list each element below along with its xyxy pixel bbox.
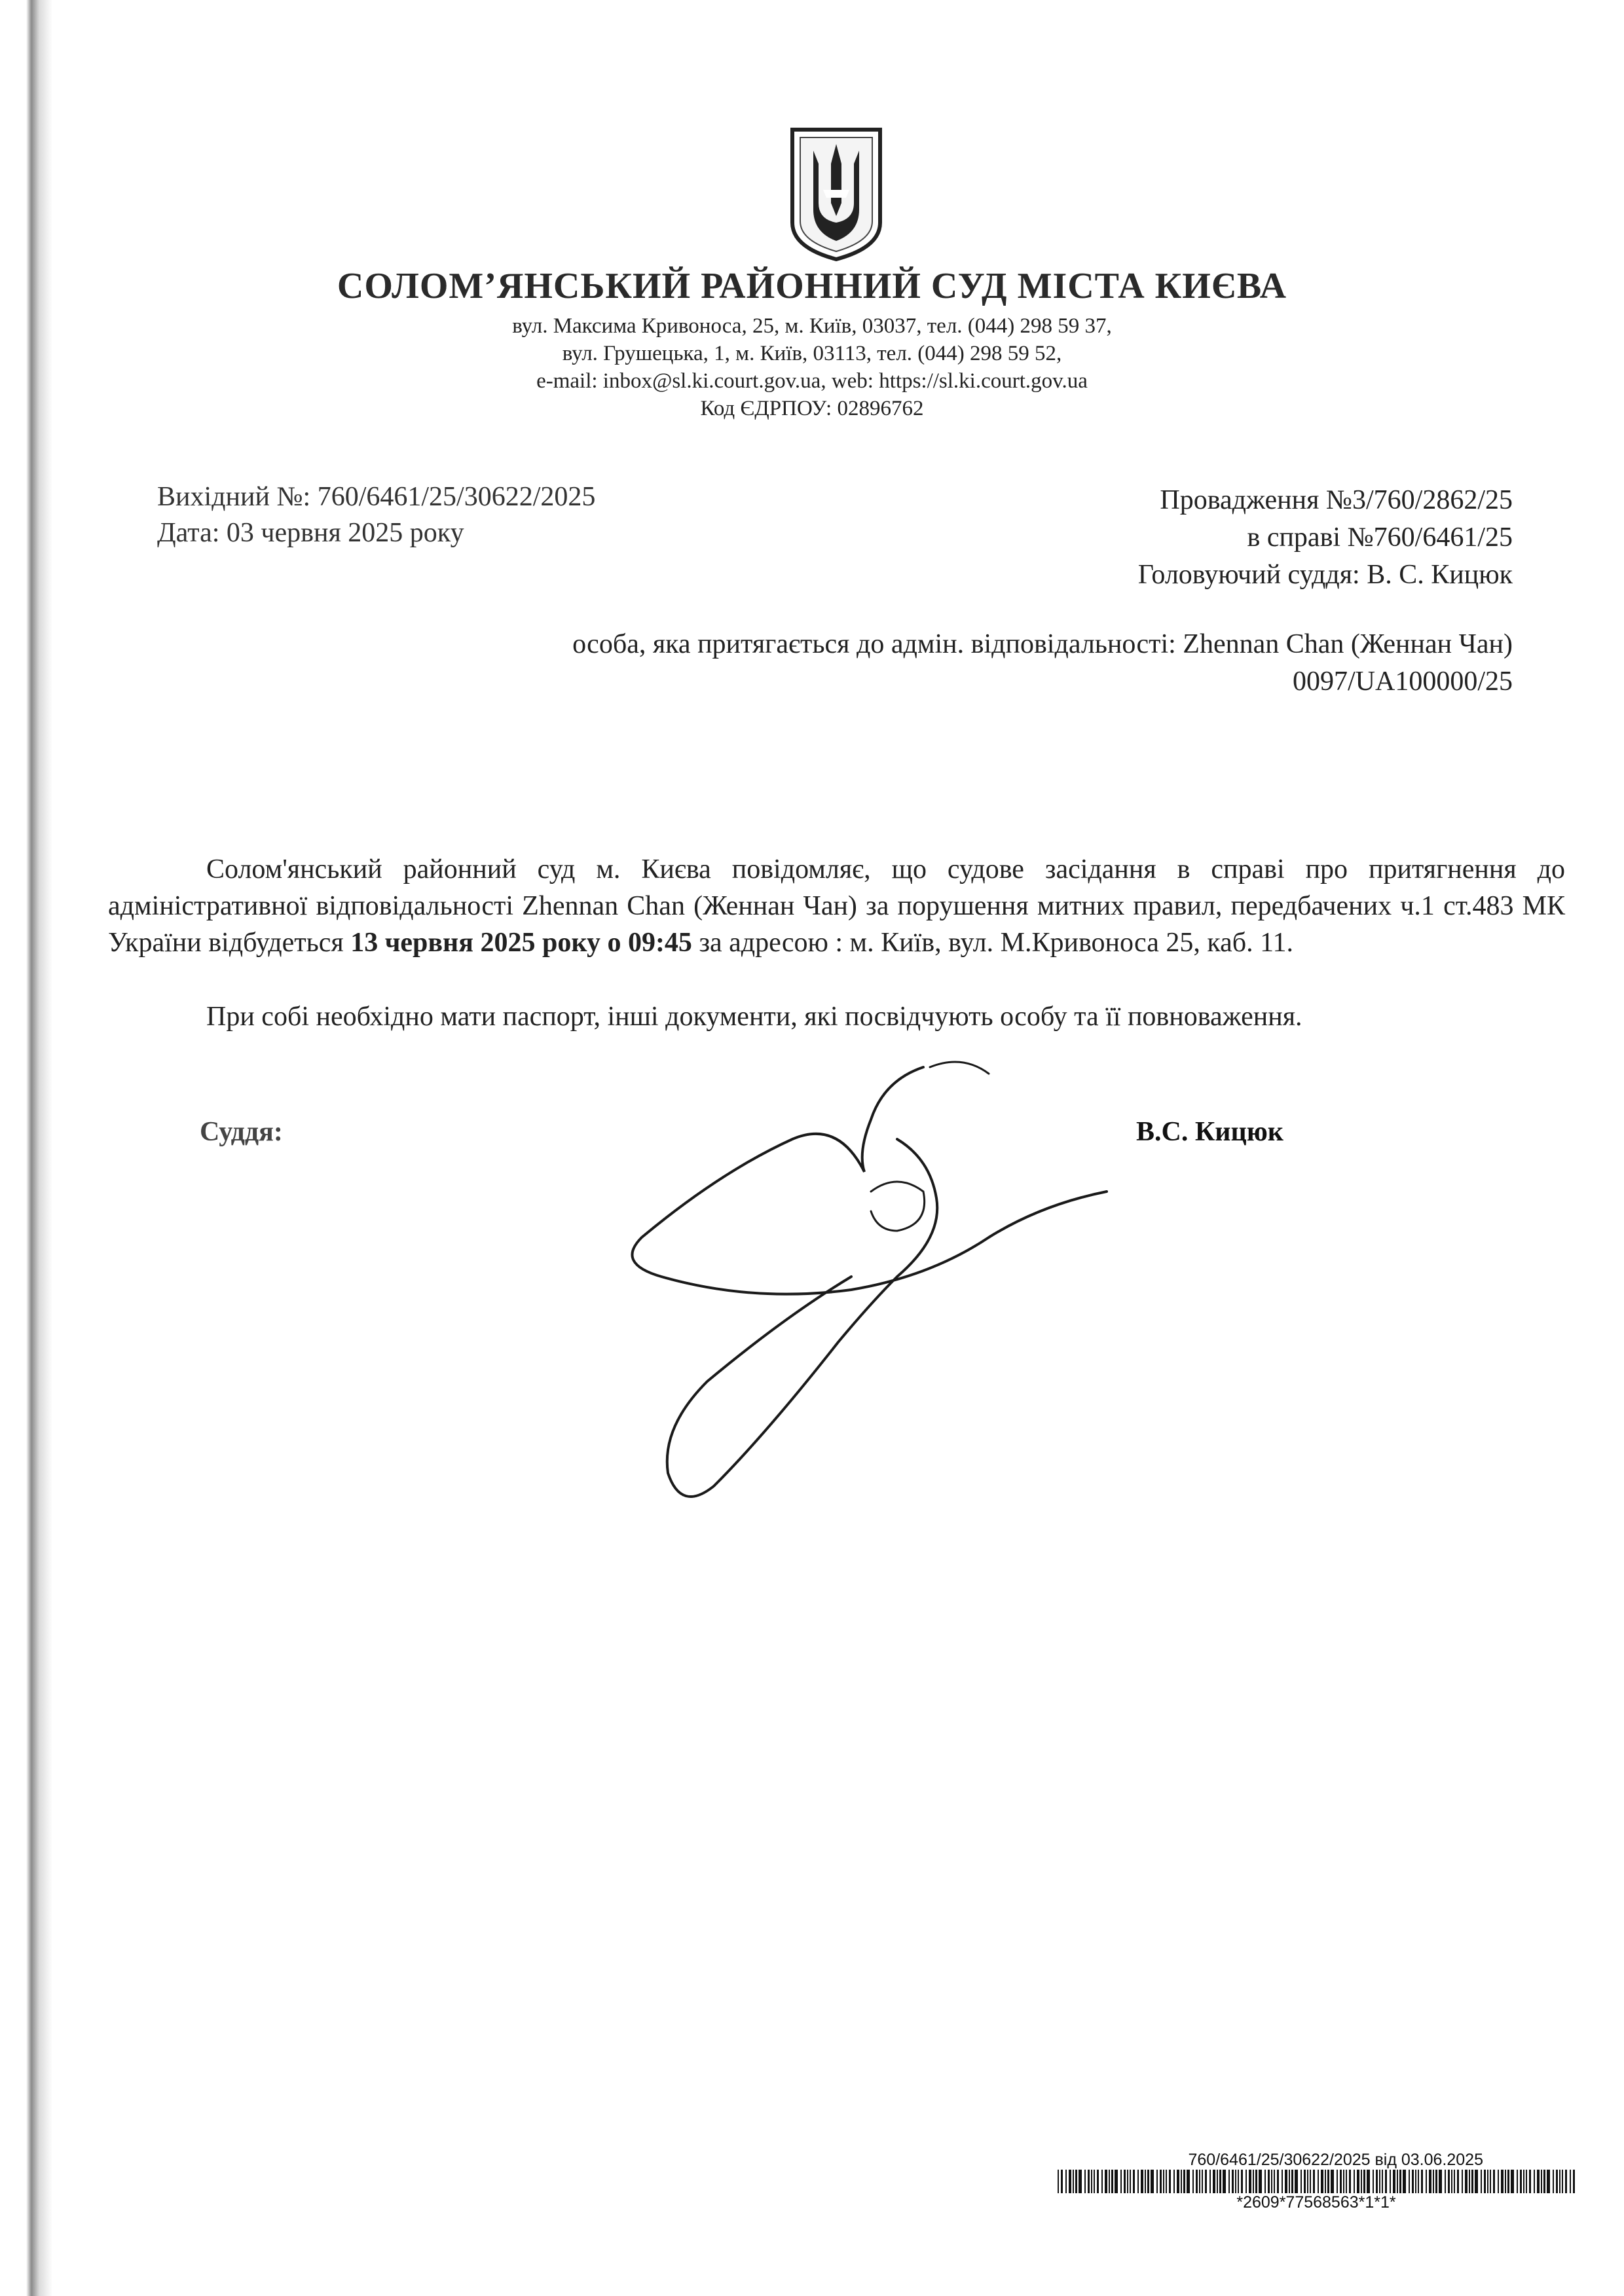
proceeding-number: Провадження №3/760/2862/25 bbox=[1160, 485, 1513, 515]
addressee-line: особа, яка притягається до адмін. відповідальності: Zhennan Chan (Женнан Чан) bbox=[572, 629, 1513, 659]
coat-of-arms-icon bbox=[787, 124, 885, 263]
barcode-code: *2609*77568563*1*1* bbox=[1236, 2193, 1396, 2212]
document-date: Дата: 03 червня 2025 року bbox=[157, 518, 464, 548]
addressee-reference: 0097/UA100000/25 bbox=[1293, 666, 1513, 697]
case-number: в справі №760/6461/25 bbox=[1247, 522, 1513, 553]
judge-label: Суддя: bbox=[200, 1117, 283, 1147]
contact-line: e-mail: inbox@sl.ki.court.gov.ua, web: https://sl.ki.court.gov.ua bbox=[536, 369, 1088, 393]
notice-text-start: Солом'янський районний суд м. Києва повідомляє, що судове засідання в справі про притягнення до адміністративної відповідальності Zhennan Chan (Женнан Чан) за порушення митних правил, передбачених ч.1 ст.483 МК України відбудеться bbox=[108, 854, 1565, 958]
hearing-datetime: 13 червня 2025 року о 09:45 bbox=[350, 928, 692, 958]
notice-text-end: за адресою : м. Київ, вул. М.Кривоноса 25, каб. 11. bbox=[692, 928, 1294, 958]
documents-paragraph: При собі необхідно мати паспорт, інші документи, які посвідчують особу та її повноваження. bbox=[206, 1002, 1302, 1032]
outgoing-number: Вихідний №: 760/6461/25/30622/2025 bbox=[157, 482, 596, 512]
address-line-2: вул. Грушецька, 1, м. Київ, 03113, тел. (044) 298 59 52, bbox=[562, 342, 1062, 365]
handwritten-signature bbox=[622, 1041, 1120, 1519]
address-line-1: вул. Максима Кривоноса, 25, м. Київ, 03037, тел. (044) 298 59 37, bbox=[512, 314, 1112, 338]
court-name: СОЛОМ’ЯНСЬКИЙ РАЙОННИЙ СУД МІСТА КИЄВА bbox=[337, 266, 1287, 306]
barcode-reference: 760/6461/25/30622/2025 від 03.06.2025 bbox=[1188, 2151, 1483, 2169]
barcode-block bbox=[1058, 2151, 1575, 2212]
judge-name: В.С. Кицюк bbox=[1136, 1117, 1283, 1147]
presiding-judge: Головуючий суддя: В. С. Кицюк bbox=[1137, 560, 1513, 590]
barcode-icon bbox=[1058, 2170, 1575, 2193]
edrpou-code: Код ЄДРПОУ: 02896762 bbox=[700, 397, 924, 420]
notice-paragraph bbox=[108, 851, 1565, 961]
